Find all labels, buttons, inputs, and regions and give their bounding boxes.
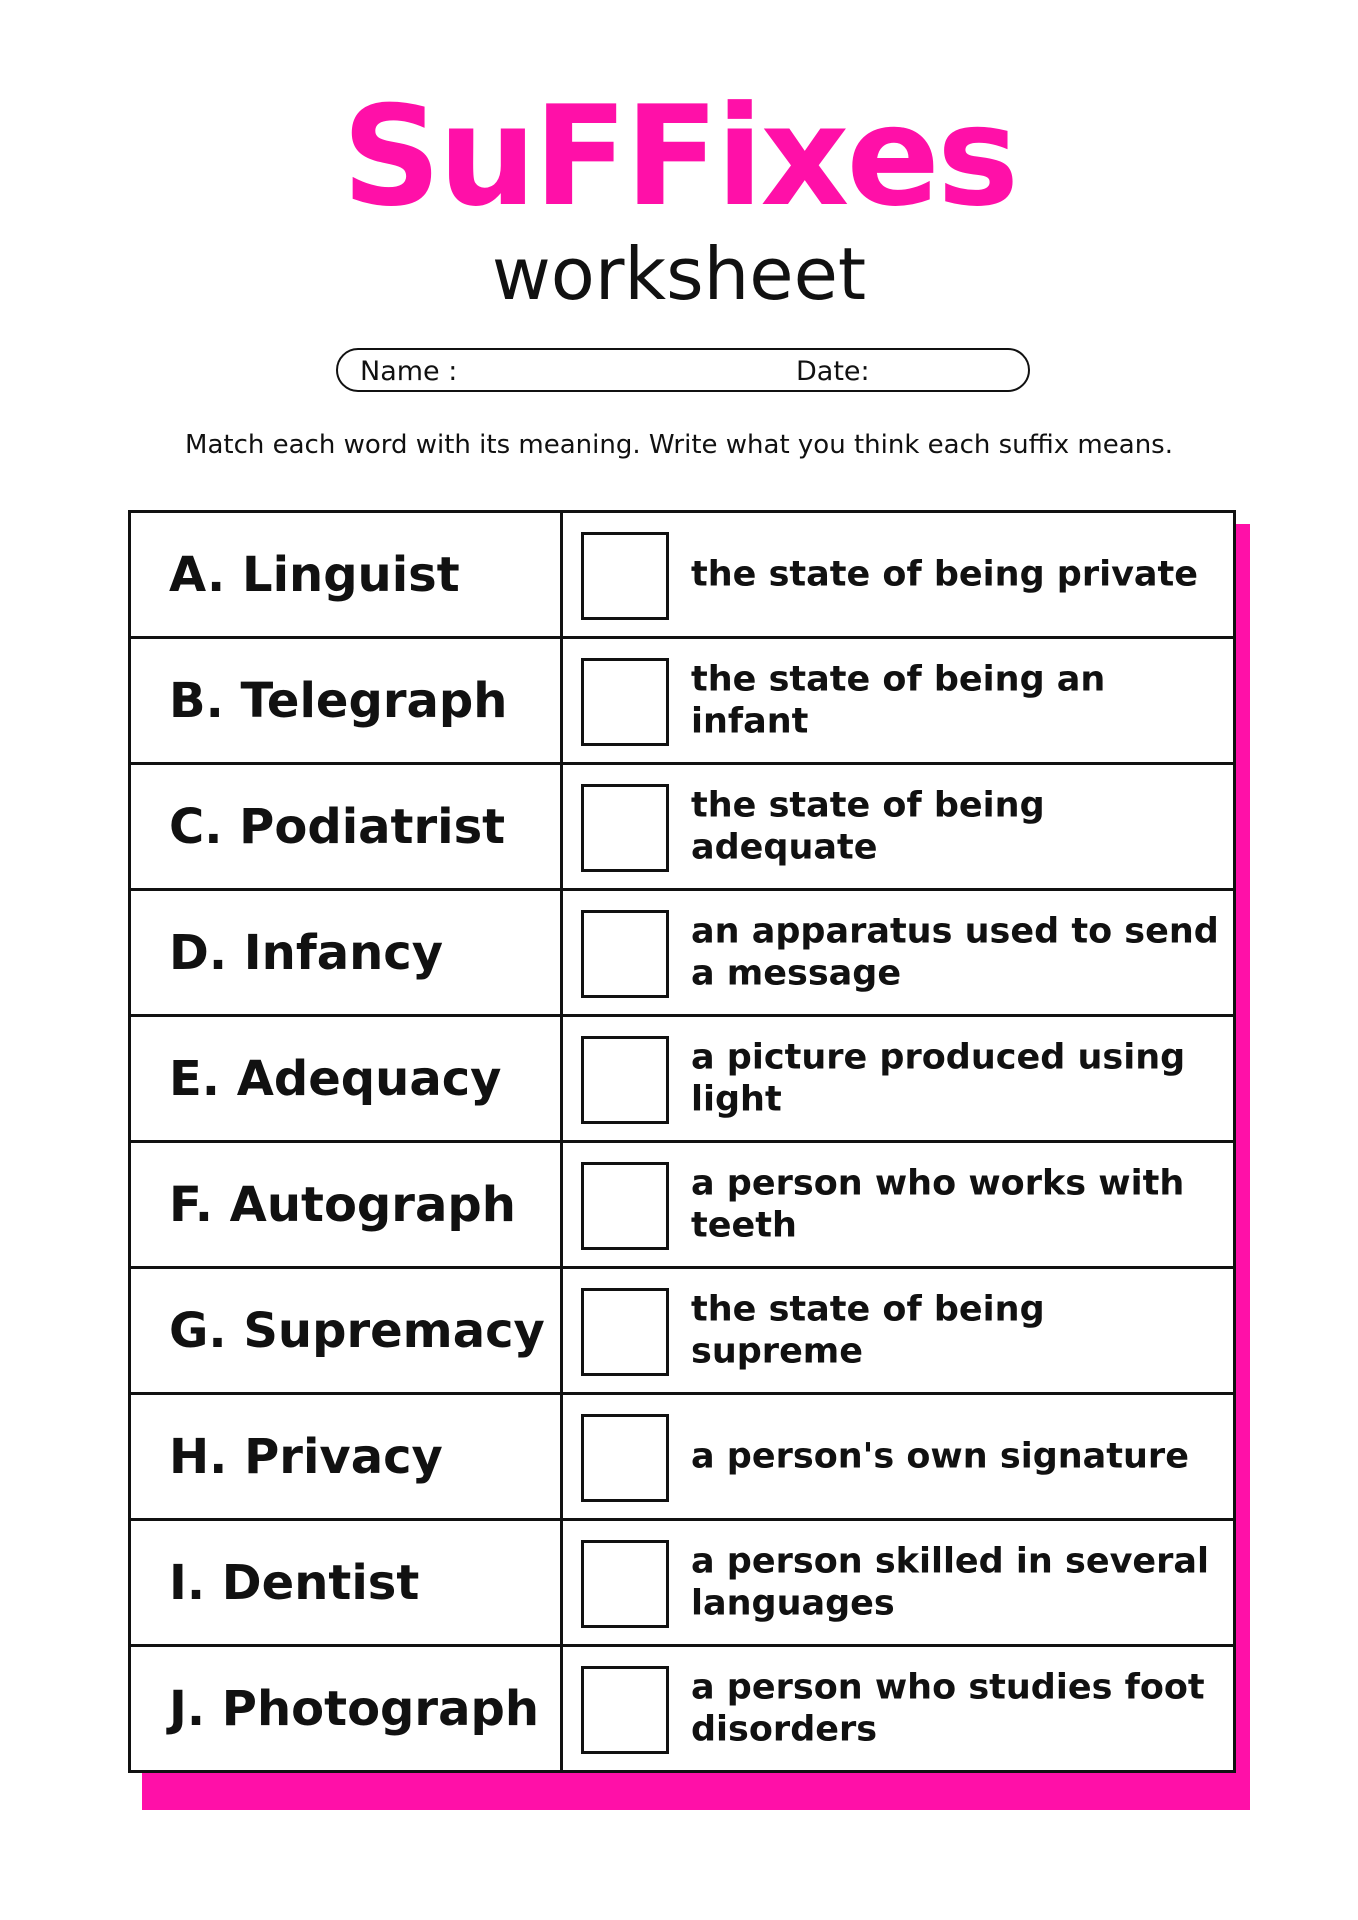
table-row (130, 890, 1235, 1016)
matching-table (128, 510, 1236, 1773)
meaning-text: a person's own signature (691, 1436, 1189, 1477)
meaning-text: the state of being adequate (691, 784, 1045, 868)
word-cell: B. Telegraph (130, 638, 562, 764)
meaning-text: a person who studies foot disorders (691, 1666, 1205, 1750)
word-cell: G. Supremacy (130, 1268, 562, 1394)
meaning-text: an apparatus used to send a message (691, 910, 1219, 994)
table-row (130, 1268, 1235, 1394)
table-row (130, 764, 1235, 890)
meaning-cell (562, 638, 1235, 764)
word-cell: F. Autograph (130, 1142, 562, 1268)
meaning-text: the state of being private (691, 554, 1199, 595)
answer-box[interactable] (581, 1414, 669, 1502)
table-row (130, 1646, 1235, 1772)
answer-box[interactable] (581, 1288, 669, 1376)
table-row (130, 1394, 1235, 1520)
word-cell: D. Infancy (130, 890, 562, 1016)
date-label: Date: (796, 356, 870, 387)
answer-box[interactable] (581, 1666, 669, 1754)
instructions: Match each word with its meaning. Write what you think each suffix means. (185, 430, 1173, 460)
meaning-text: a picture produced using light (691, 1036, 1186, 1120)
table-row (130, 1520, 1235, 1646)
word-cell: I. Dentist (130, 1520, 562, 1646)
answer-box[interactable] (581, 532, 669, 620)
meaning-cell (562, 764, 1235, 890)
meaning-text: the state of being supreme (691, 1288, 1045, 1372)
name-date-bar[interactable] (336, 348, 1030, 392)
word-cell: A. Linguist (130, 512, 562, 638)
answer-box[interactable] (581, 658, 669, 746)
worksheet-title: SuFFixes (341, 76, 1017, 237)
table-row (130, 512, 1235, 638)
answer-box[interactable] (581, 910, 669, 998)
meaning-cell (562, 1016, 1235, 1142)
table-row (130, 1142, 1235, 1268)
answer-box[interactable] (581, 1036, 669, 1124)
meaning-text: a person skilled in several languages (691, 1540, 1210, 1624)
meaning-cell (562, 1394, 1235, 1520)
meaning-cell (562, 512, 1235, 638)
word-cell: J. Photograph (130, 1646, 562, 1772)
meaning-cell (562, 1646, 1235, 1772)
worksheet-subtitle: worksheet (491, 232, 867, 316)
meaning-cell (562, 1520, 1235, 1646)
meaning-text: the state of being an infant (691, 658, 1106, 742)
table-row (130, 638, 1235, 764)
meaning-cell (562, 890, 1235, 1016)
answer-box[interactable] (581, 1162, 669, 1250)
table-row (130, 1016, 1235, 1142)
answer-box[interactable] (581, 1540, 669, 1628)
meaning-text: a person who works with teeth (691, 1162, 1185, 1246)
answer-box[interactable] (581, 784, 669, 872)
word-cell: C. Podiatrist (130, 764, 562, 890)
meaning-cell (562, 1142, 1235, 1268)
word-cell: E. Adequacy (130, 1016, 562, 1142)
meaning-cell (562, 1268, 1235, 1394)
name-label: Name : (360, 356, 458, 387)
word-cell: H. Privacy (130, 1394, 562, 1520)
